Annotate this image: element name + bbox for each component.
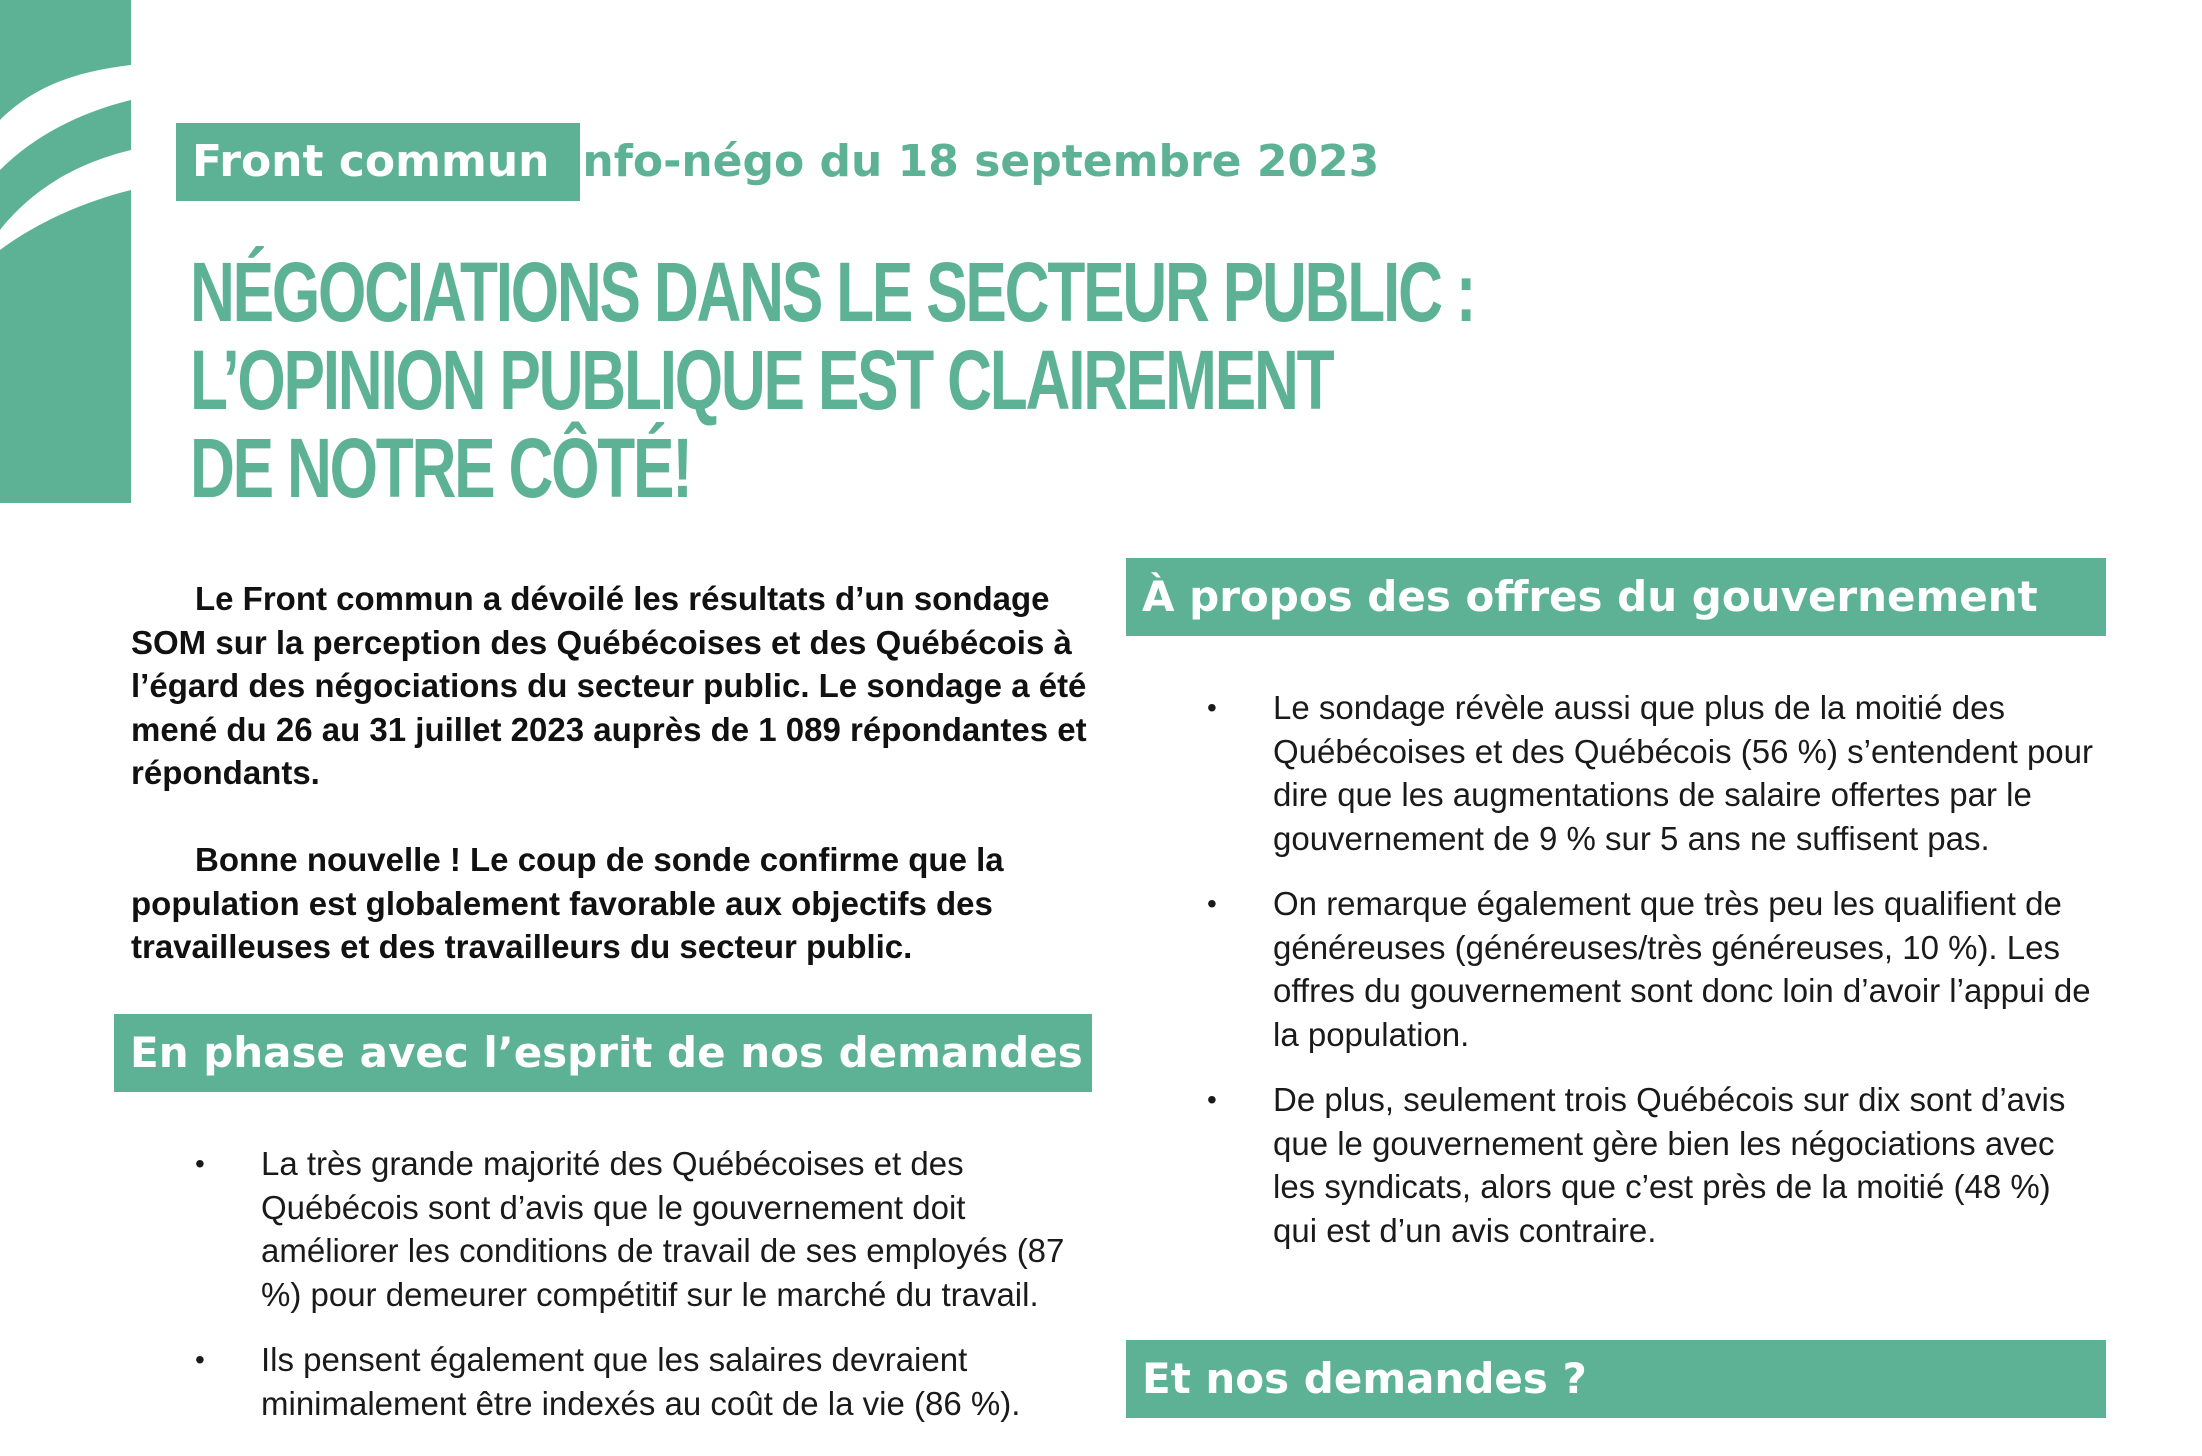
list-item xyxy=(1207,686,2103,860)
bullet-list-demandes xyxy=(195,1142,1091,1447)
section-heading-offres: À propos des offres du gouvernement xyxy=(1126,558,2106,636)
bullet-list-offres xyxy=(1207,686,2103,1274)
section-heading-demandes: En phase avec l’esprit de nos demandes xyxy=(114,1014,1092,1092)
bullet-icon: • xyxy=(1207,1084,1217,1115)
bullet-icon: • xyxy=(1207,888,1217,919)
intro-text-1: Le Front commun a dévoilé les résultats d’un sondage SOM sur la perception des Québécoises et des Québécois à l’égard des négociations du secteur public. Le sondage a été mené du 26 au 31 juillet 2023 auprès de 1 089 répondantes et répondants. xyxy=(131,580,1087,791)
bullet-icon: • xyxy=(1207,692,1217,723)
list-item-text: La très grande majorité des Québécoises et des Québécois sont d’avis que le gouvernement doit améliorer les conditions de travail de ses employés (87 %) pour demeurer compétitif sur le marché du travail. xyxy=(261,1145,1065,1313)
intro-paragraph-2 xyxy=(131,838,1091,969)
list-item xyxy=(195,1338,1091,1425)
bullet-icon: • xyxy=(195,1344,205,1375)
front-commun-tag: Front commun xyxy=(176,123,580,201)
page-title xyxy=(190,245,1475,515)
issue-date: Info-négo du 18 septembre 2023 xyxy=(566,136,1380,187)
list-item-text: Ils pensent également que les salaires devraient minimalement être indexés au coût de la vie (86 %). xyxy=(261,1341,1021,1422)
list-item-text: On remarque également que très peu les qualifient de généreuses (généreuses/très généreuses, 10 %). Les offres du gouvernement sont donc loin d’avoir l’appui de la population. xyxy=(1273,885,2091,1053)
bullet-icon: • xyxy=(195,1148,205,1179)
list-item xyxy=(1207,882,2103,1056)
intro-paragraph-1 xyxy=(131,577,1091,795)
title-line-2: L’OPINION PUBLIQUE EST CLAIREMENT xyxy=(190,333,1333,427)
list-item xyxy=(1207,1078,2103,1252)
list-item-text: Le sondage révèle aussi que plus de la moitié des Québécoises et des Québécois (56 %) s’entendent pour dire que les augmentations de salaire offertes par le gouvernement de 9 % sur 5 ans ne suffisent pas. xyxy=(1273,689,2094,857)
list-item-text: De plus, seulement trois Québécois sur dix sont d’avis que le gouvernement gère bien les négociations avec les syndicats, alors que c’est près de la moitié (48 %) qui est d’un avis contraire. xyxy=(1273,1081,2066,1249)
side-color-strip xyxy=(0,0,131,503)
intro-text-2: Bonne nouvelle ! Le coup de sonde confirme que la population est globalement favorable aux objectifs des travailleuses et des travailleurs du secteur public. xyxy=(131,841,1004,965)
list-item xyxy=(195,1142,1091,1316)
title-line-3: DE NOTRE CÔTÉ! xyxy=(190,421,691,515)
title-line-1: NÉGOCIATIONS DANS LE SECTEUR PUBLIC : xyxy=(190,245,1475,339)
swoosh-logo-icon xyxy=(0,60,131,250)
section-heading-nos-demandes: Et nos demandes ? xyxy=(1126,1340,2106,1418)
